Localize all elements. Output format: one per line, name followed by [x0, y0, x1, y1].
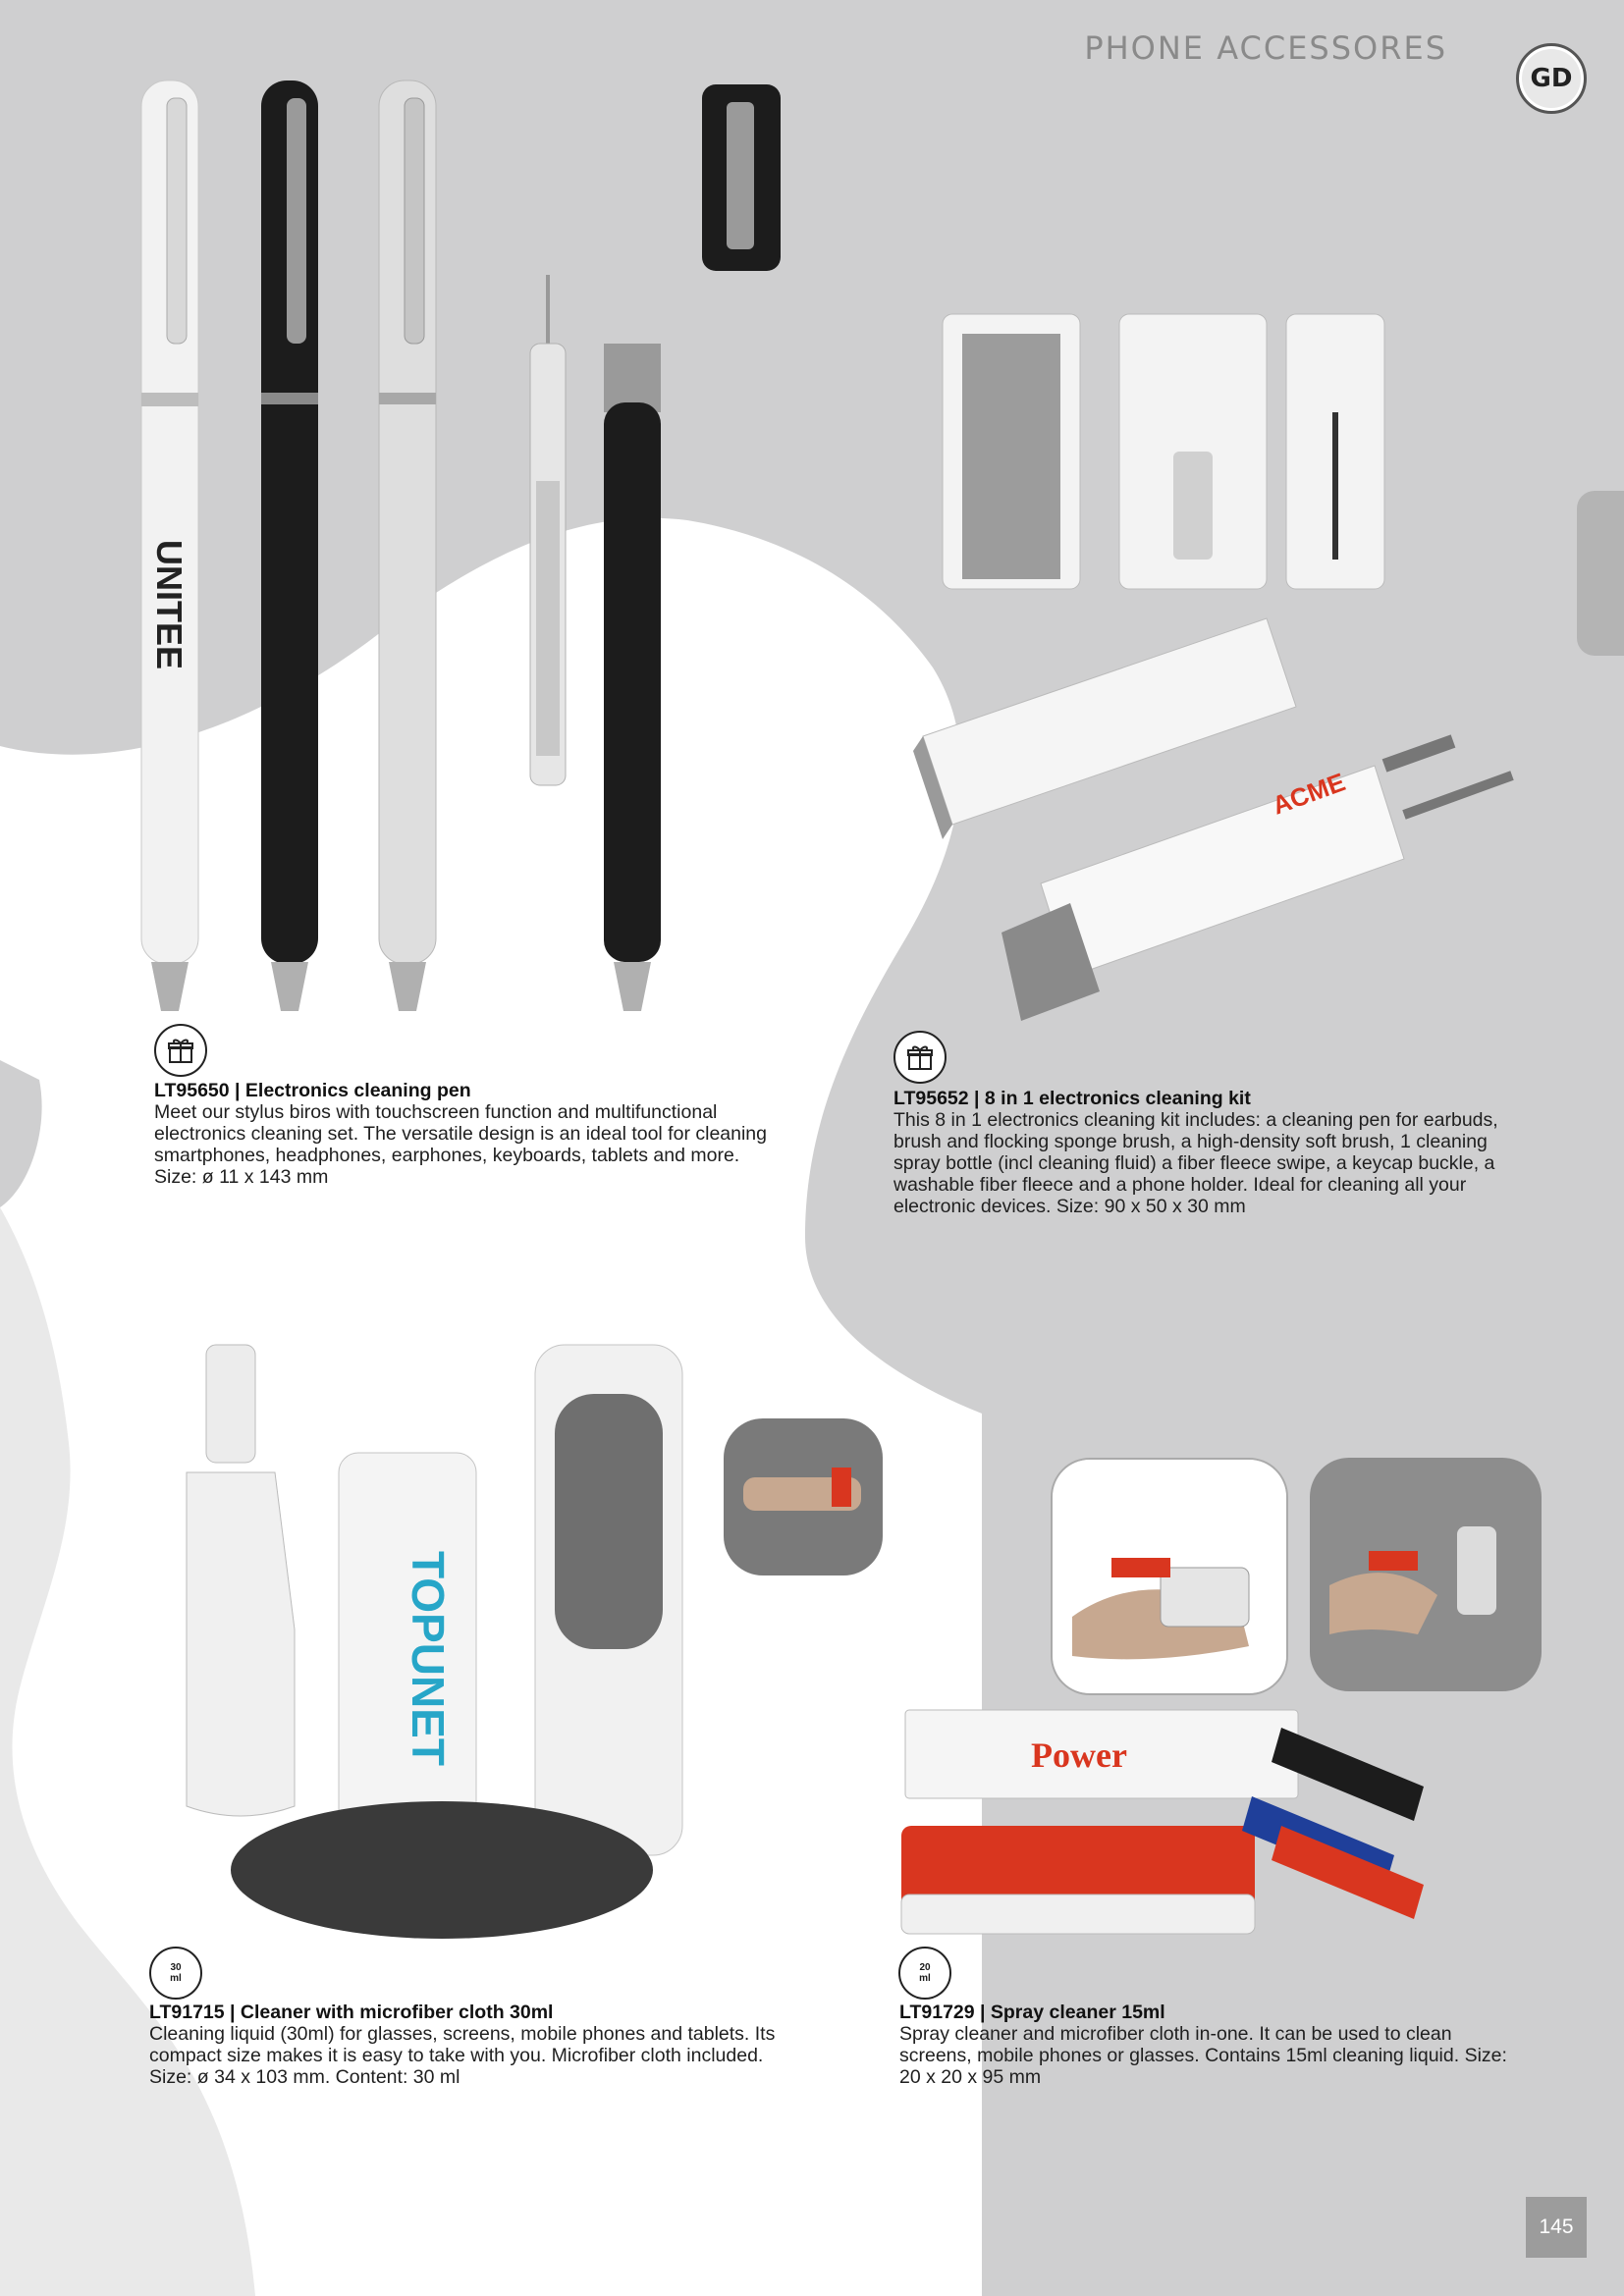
product-image-cleaning-kit — [903, 304, 1532, 1080]
side-tab[interactable] — [1577, 491, 1624, 656]
product-title: LT91715 | Cleaner with microfiber cloth 30ml — [149, 2002, 554, 2023]
product-title: LT95652 | 8 in 1 electronics cleaning kit — [893, 1088, 1251, 1109]
pen-imprint: UNITEE — [149, 540, 189, 670]
gift-badge-2 — [893, 1031, 947, 1084]
product-description-3 — [149, 2002, 778, 2088]
usage-photo-2 — [1051, 1458, 1288, 1695]
product-title: LT91729 | Spray cleaner 15ml — [899, 2002, 1165, 2023]
brand-logo: GD — [1516, 43, 1587, 114]
content-badge-20ml — [898, 1947, 951, 2000]
product-title: LT95650 | Electronics cleaning pen — [154, 1080, 471, 1101]
product-description-4 — [899, 2002, 1528, 2088]
gift-icon — [905, 1042, 935, 1072]
usage-photo-1 — [724, 1418, 883, 1575]
product-text: Spray cleaner and microfiber cloth in-one. It can be used to clean screens, mobile phones or glasses. Contains 15ml cleaning liquid. Size: 20 x 20 x 95 mm — [899, 2023, 1507, 2088]
product-image-cleaner-cloth — [147, 1335, 697, 1944]
kit-imprint: ACME — [1268, 767, 1349, 821]
content-badge-30ml — [149, 1947, 202, 2000]
product-text: Cleaning liquid (30ml) for glasses, screens, mobile phones and tablets. Its compact size makes it is easy to take with you. Microfiber cloth included. Size: ø 34 x 103 mm. Content: 30 ml — [149, 2023, 776, 2088]
gift-icon — [166, 1036, 195, 1065]
product-description-2 — [893, 1088, 1522, 1217]
page-number: 145 — [1526, 2197, 1587, 2258]
badge-unit: ml — [170, 1973, 182, 1984]
badge-number: 30 — [170, 1962, 182, 1973]
product-description-1 — [154, 1080, 783, 1188]
product-text: This 8 in 1 electronics cleaning kit includes: a cleaning pen for earbuds, brush and flocking sponge brush, a high-density soft brush, 1 cleaning spray bottle (incl cleaning fluid) a fiber fleece swipe, a keycap buckle, a washable fiber fleece and a phone holder. Ideal for cleaning all your electronic devices. Size: 90 x 50 x 30 mm — [893, 1109, 1498, 1217]
badge-number: 20 — [919, 1962, 931, 1973]
page-title: PHONE ACCESSORES — [1084, 29, 1447, 67]
badge-unit: ml — [919, 1973, 931, 1984]
usage-photo-3 — [1310, 1458, 1542, 1691]
product-image-cleaning-pen — [128, 69, 795, 1021]
spray-imprint: Power — [1031, 1735, 1127, 1775]
product-image-spray-cleaner — [893, 1698, 1542, 1973]
bottle-imprint: TOPUNET — [403, 1551, 454, 1766]
product-text: Meet our stylus biros with touchscreen function and multifunctional electronics cleaning set. The versatile design is an ideal tool for cleaning smartphones, headphones, earphones, keyboards, tablets and more. Size: ø 11 x 143 mm — [154, 1101, 767, 1188]
gift-badge — [154, 1024, 207, 1077]
